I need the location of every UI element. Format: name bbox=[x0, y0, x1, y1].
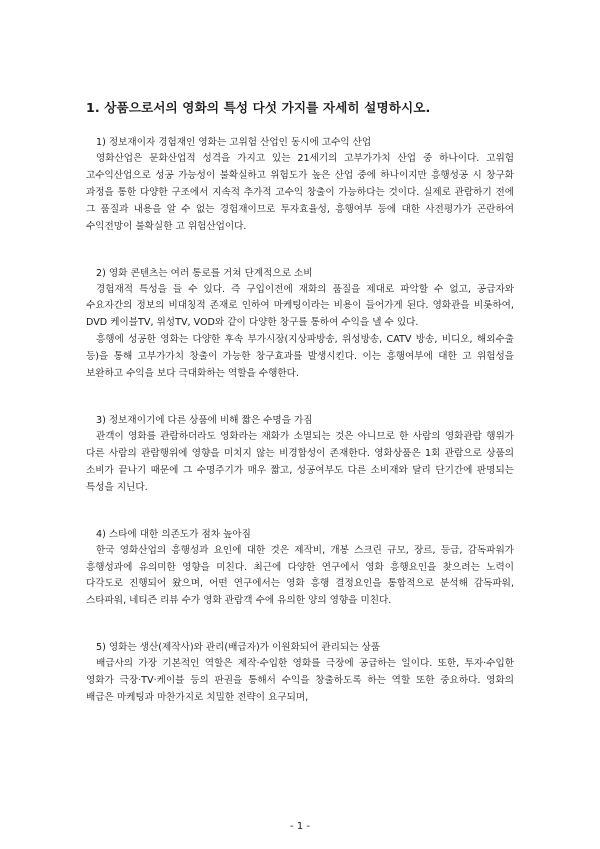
section-1 bbox=[86, 134, 514, 236]
section-2 bbox=[86, 265, 514, 383]
section-5 bbox=[86, 639, 514, 707]
paragraph: 영화산업은 문화산업적 성격을 가지고 있는 21세기의 고부가가치 산업 중 하나이다. 고위험 고수익산업으로 성공 가능성이 불확실하고 위험도가 높은 산업 중에 하나이지만 흥행성공 시 창구화 과정을 통한 다양한 구조에서 지속적 추가적 고수익 창출이 가능하다는 것이다. 실제로 관람하기 전에 그 품질과 내용을 알 수 없는 경험재이므로 투자효율성, 흥행여부 등에 대한 사전평가가 곤란하여 수익전망이 불확실한 고 위험산업이다. bbox=[86, 153, 514, 232]
document-body bbox=[86, 134, 514, 736]
paragraph: 한국 영화산업의 흥행성과 요인에 대한 것은 제작비, 개봉 스크린 규모, 장르, 등급, 감독파워가 흥행성과에 유의미한 영향을 미친다. 최근에 다양한 연구에서 영화 흥행요인을 찾으려는 노력이 다각도로 진행되어 왔으며, 어떤 연구에서는 영화 흥행 결정요인을 통합적으로 분석해 감독파워, 스타파워, 네티즌 리뷰 수가 영화 관람객 수에 유의한 양의 영향을 미친다. bbox=[86, 544, 514, 607]
paragraph: 배급사의 가장 기본적인 역할은 제작·수입한 영화를 극장에 공급하는 일이다. 또한, 투자·수입한 영화가 극장·TV·케이블 등의 판권을 통해서 수익을 창출하도록 하는 역할 또한 중요하다. 영화의 배급은 마케팅과 마찬가지로 치밀한 전략이 요구되며, bbox=[86, 658, 514, 704]
section-heading: 3) 정보재이기에 다른 상품에 비해 짧은 수명을 가짐 bbox=[96, 414, 313, 426]
section-heading: 2) 영화 콘텐츠는 여러 통로를 거쳐 단계적으로 소비 bbox=[96, 267, 313, 279]
section-3 bbox=[86, 412, 514, 497]
section-heading: 5) 영화는 생산(제작사)와 관리(배급자)가 이원화되어 관리되는 상품 bbox=[96, 642, 381, 654]
paragraph: 경험재적 특성을 들 수 있다. 즉 구입이전에 재화의 품질을 제대로 파악할 수 없고, 공급자와 수요자간의 정보의 비대칭적 존재로 인하여 마케팅이라는 비용이 들어가게 된다. 영화관을 비롯하여, DVD 케이블TV, 위성TV, VOD와 같이 다양한 창구를 통하여 수익을 낼 수 있다. bbox=[86, 283, 514, 329]
page-title: 1. 상품으로서의 영화의 특성 다섯 가지를 자세히 설명하시오. bbox=[86, 100, 431, 115]
section-heading: 1) 정보재이자 경험재인 영화는 고위험 산업인 동시에 고수익 산업 bbox=[96, 137, 372, 148]
page-number: - 1 - bbox=[290, 821, 310, 832]
section-4 bbox=[86, 526, 514, 611]
paragraph: 관객이 영화를 관람하더라도 영화라는 재화가 소멸되는 것은 아니므로 한 사람의 영화관람 행위가 다른 사람의 관람행위에 영향을 미치지 않는 비경합성이 존재한다. 영화상품은 1회 관람으로 상품의 소비가 끝나기 때문에 그 수명주기가 매우 짧고, 성공여부도 다른 소비재와 달리 단기간에 판명되는 특성을 지닌다. bbox=[86, 430, 514, 493]
paragraph: 흥행에 성공한 영화는 다양한 후속 부가시장(지상파방송, 위성방송, CATV 방송, 비디오, 해외수출 등)을 통해 고부가가치 창출이 가능한 창구효과를 발생시킨다. 이는 흥행여부에 대한 고 위험성을 보완하고 수익을 보다 극대화하는 역할을 수행한다. bbox=[86, 334, 514, 380]
section-heading: 4) 스타에 대한 의존도가 점차 높아짐 bbox=[96, 528, 251, 540]
